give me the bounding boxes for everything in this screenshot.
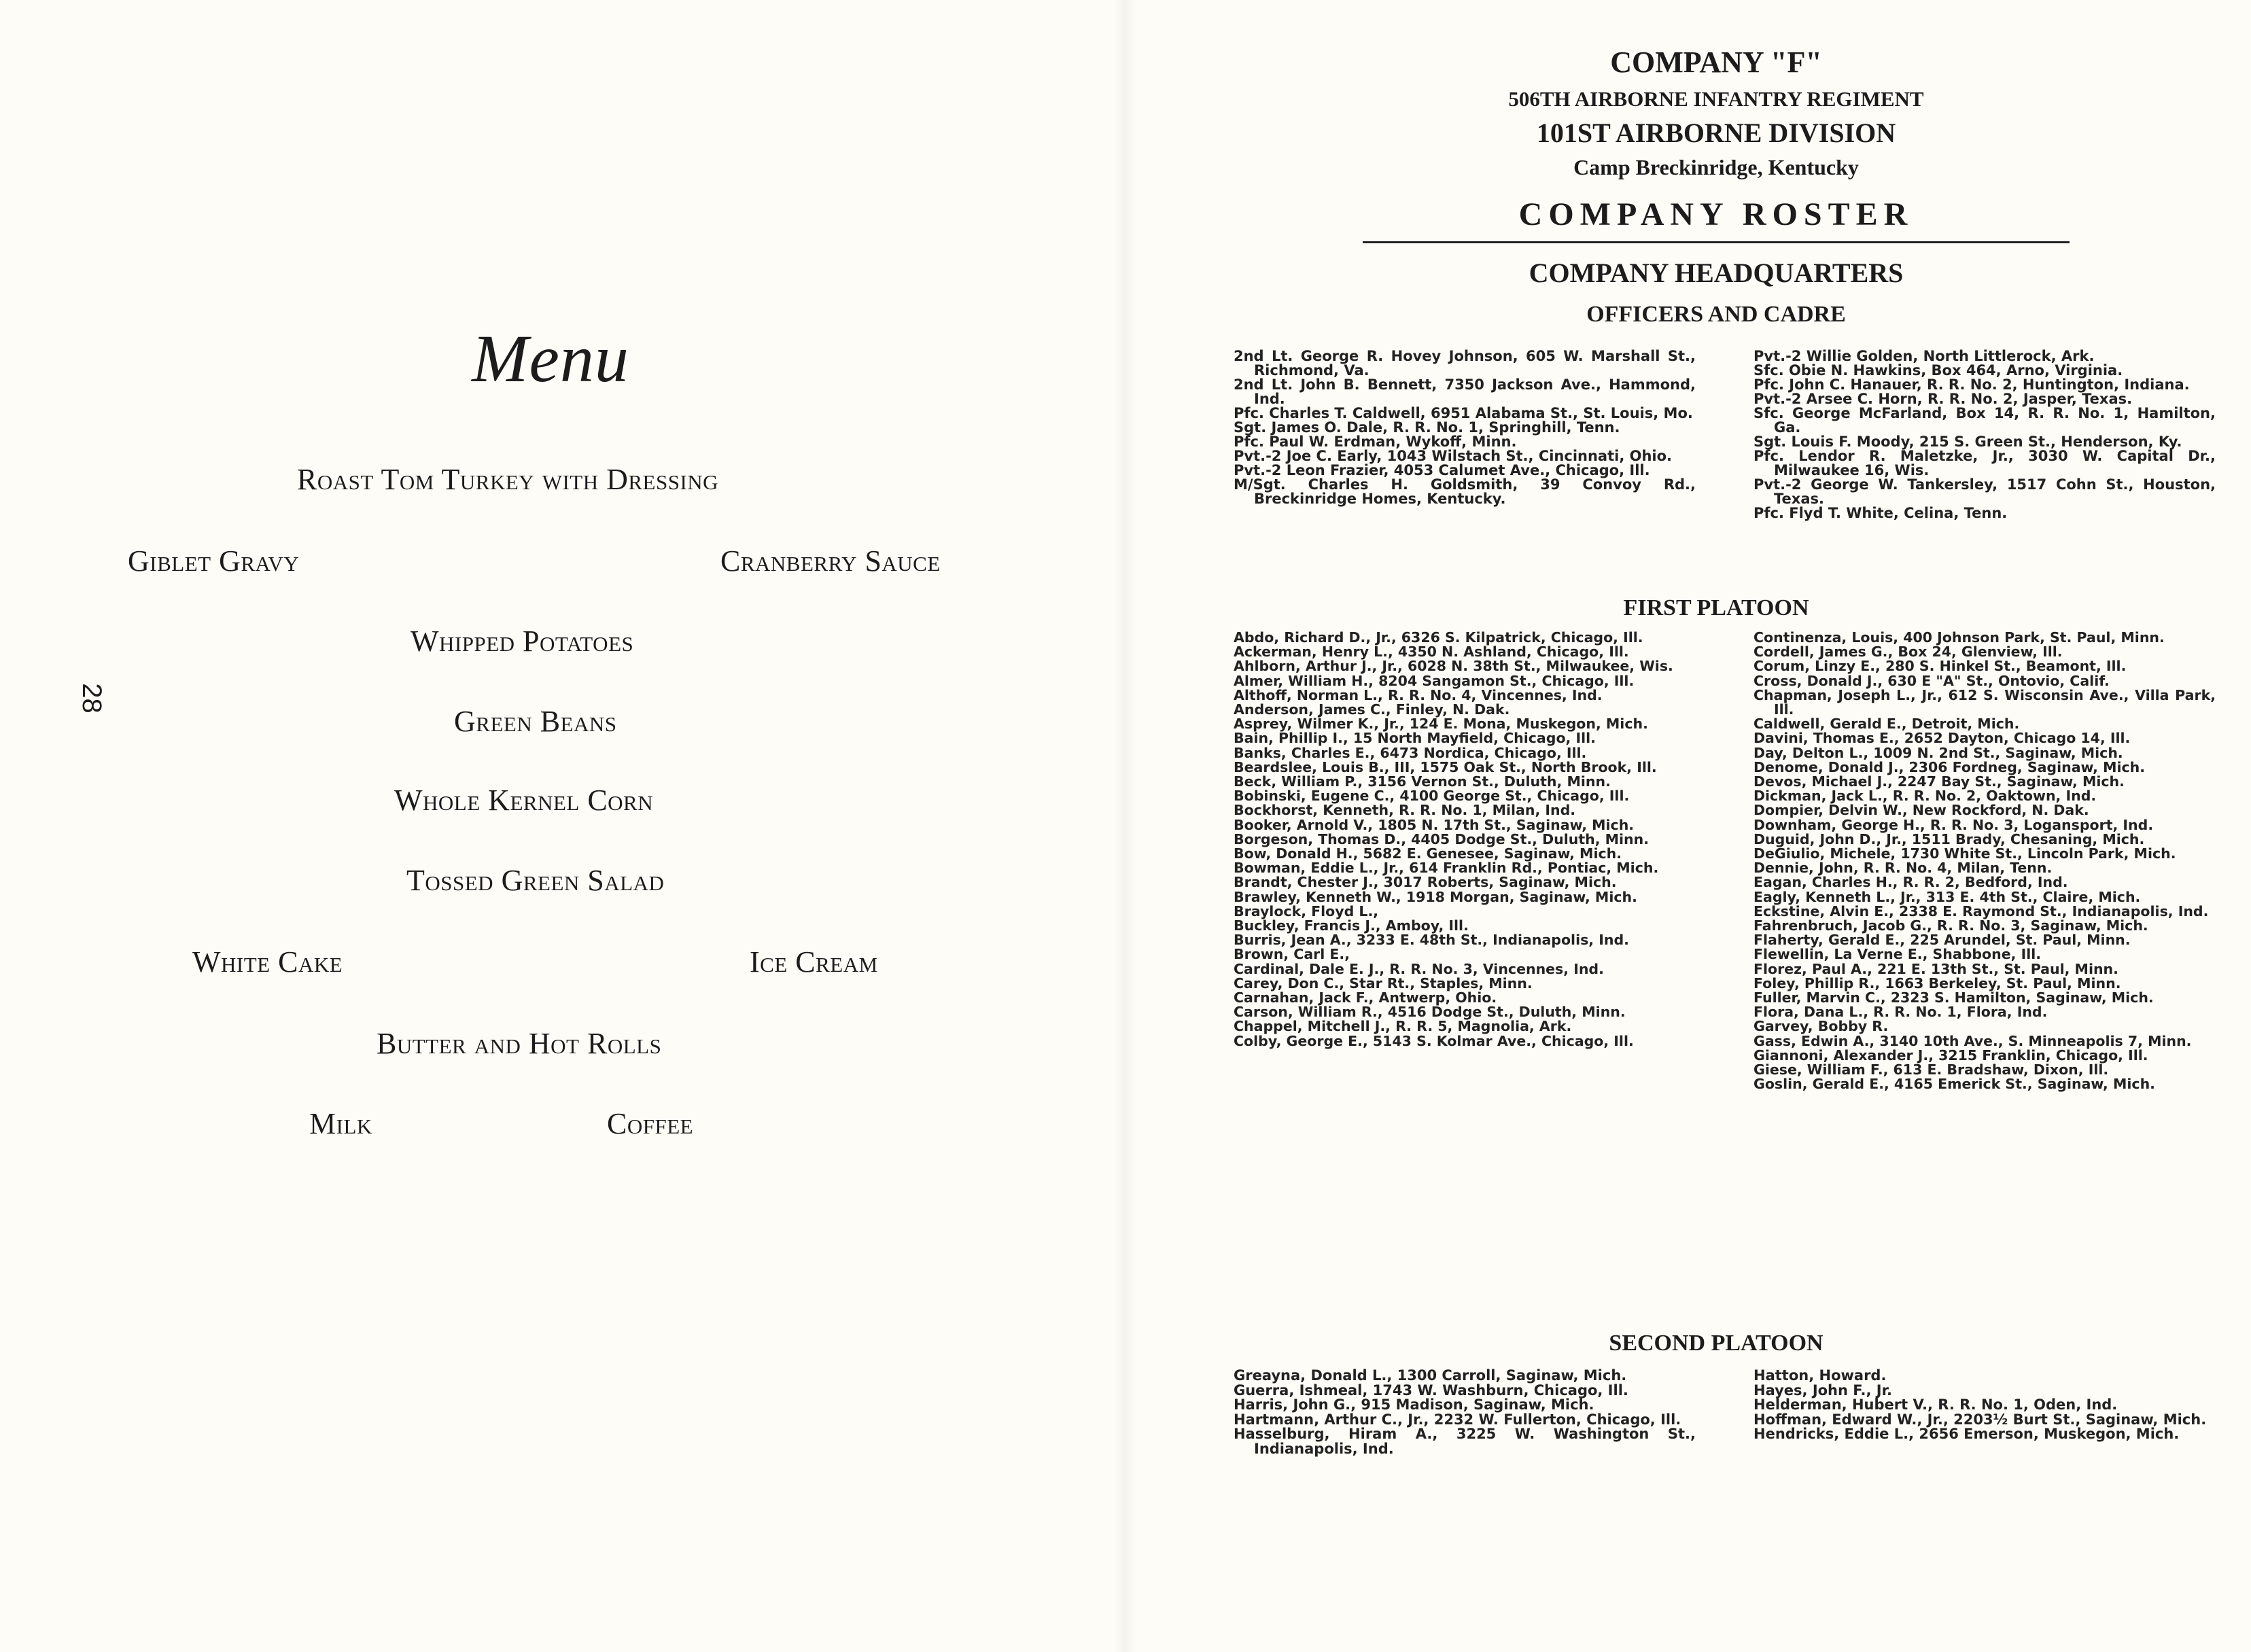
roster-entry: 2nd Lt. George R. Hovey Johnson, 605 W. Marshall St., Richmond, Va. [1234, 348, 1696, 379]
first-platoon-right-column [1753, 631, 2216, 1092]
menu-item-corn: Whole Kernel Corn [394, 784, 654, 817]
roster-entry: Pvt.-2 George W. Tankersley, 1517 Cohn St., Houston, Texas. [1753, 476, 2216, 507]
roster-entry: Dompier, Delvin W., New Rockford, N. Dak. [1753, 802, 2089, 819]
roster-entry: Pfc. Lendor R. Maletzke, Jr., 3030 W. Capital Dr., Milwaukee 16, Wis. [1753, 448, 2216, 478]
roster-entry: Flora, Dana L., R. R. No. 1, Flora, Ind. [1753, 1004, 2048, 1021]
roster-entry: Hatton, Howard. [1753, 1367, 1887, 1384]
roster-entry: Cardinal, Dale E. J., R. R. No. 3, Vincennes, Ind. [1234, 960, 1604, 977]
menu-item-turkey: Roast Tom Turkey with Dressing [297, 463, 719, 496]
roster-entry: Cordell, James G., Box 24, Glenview, Ill. [1753, 644, 2063, 661]
roster-entry: Beck, William P., 3156 Vernon St., Duluth, Minn. [1234, 773, 1611, 790]
roster-entry: Davini, Thomas E., 2652 Dayton, Chicago 14, Ill. [1753, 730, 2131, 747]
roster-entry: Pvt.-2 Leon Frazier, 4053 Calumet Ave., Chicago, Ill. [1234, 462, 1650, 478]
roster-entry: Burris, Jean A., 3233 E. 48th St., Indianapolis, Ind. [1234, 932, 1629, 949]
roster-entry: Denome, Donald J., 2306 Fordneg, Saginaw, Mich. [1753, 758, 2146, 775]
roster-entry: Chappel, Mitchell J., R. R. 5, Magnolia, Ark. [1234, 1018, 1572, 1035]
roster-entry: Brandt, Chester J., 3017 Roberts, Saginaw, Mich. [1234, 874, 1617, 891]
camp-heading: Camp Breckinridge, Kentucky [1573, 155, 1859, 179]
second-platoon-heading: SECOND PLATOON [1609, 1331, 1824, 1356]
roster-entry: Pvt.-2 Arsee C. Horn, R. R. No. 2, Jasper, Texas. [1753, 391, 2133, 407]
menu-item-icecream: Ice Cream [750, 945, 878, 979]
roster-entry: Althoff, Norman L., R. R. No. 4, Vincennes, Ind. [1234, 686, 1603, 703]
roster-entry: Eckstine, Alvin E., 2338 E. Raymond St., Indianapolis, Ind. [1753, 902, 2209, 919]
roster-entry: 2nd Lt. John B. Bennett, 7350 Jackson Ave., Hammond, Ind. [1234, 376, 1696, 407]
roster-entry: Almer, William H., 8204 Sangamon St., Chicago, Ill. [1234, 672, 1635, 689]
roster-entry: Helderman, Hubert V., R. R. No. 1, Oden, Ind. [1753, 1396, 2118, 1413]
roster-entry: Sfc. Obie N. Hawkins, Box 464, Arno, Virginia. [1753, 362, 2123, 379]
roster-entry: Eagly, Kenneth L., Jr., 313 E. 4th St., Claire, Mich. [1753, 888, 2141, 905]
menu-item-milk: Milk [309, 1107, 372, 1140]
roster-entry: Garvey, Bobby R. [1753, 1018, 1889, 1035]
roster-entry: Fuller, Marvin C., 2323 S. Hamilton, Saginaw, Mich. [1753, 989, 2154, 1006]
roster-entry: Borgeson, Thomas D., 4405 Dodge St., Duluth, Minn. [1234, 830, 1650, 847]
roster-entry: Buckley, Francis J., Amboy, Ill. [1234, 917, 1469, 934]
roster-entry: Florez, Paul A., 221 E. 13th St., St. Paul, Minn. [1753, 960, 2118, 977]
roster-entry: Downham, George H., R. R. No. 3, Logansport, Ind. [1753, 816, 2154, 833]
roster-entry: DeGiulio, Michele, 1730 White St., Lincoln Park, Mich. [1753, 845, 2176, 862]
menu-item-gravy: Giblet Gravy [128, 544, 300, 578]
roster-entry: Gass, Edwin A., 3140 10th Ave., S. Minneapolis 7, Minn. [1753, 1032, 2192, 1049]
roster-entry: Pfc. Flyd T. White, Celina, Tenn. [1753, 505, 2008, 521]
first-platoon-heading: FIRST PLATOON [1623, 595, 1809, 620]
page-number: 28 [76, 683, 107, 714]
roster-page [1217, 0, 2216, 1652]
roster-entry: Sfc. George McFarland, Box 14, R. R. No. 1, Hamilton, Ga. [1753, 405, 2216, 436]
roster-entry: Chapman, Joseph L., Jr., 612 S. Wisconsin Ave., Villa Park, Ill. [1753, 686, 2216, 718]
roster-entry: Sgt. James O. Dale, R. R. No. 1, Springhill, Tenn. [1234, 419, 1620, 436]
roster-entry: Day, Delton L., 1009 N. 2nd St., Saginaw, Mich. [1753, 744, 2123, 761]
roster-entry: Bowman, Eddie L., Jr., 614 Franklin Rd., Pontiac, Mich. [1234, 860, 1659, 877]
roster-entry: Hoffman, Edward W., Jr., 2203½ Burt St., Saginaw, Mich. [1753, 1411, 2207, 1428]
menu-item-beans: Green Beans [454, 705, 617, 738]
roster-entry: Foley, Phillip R., 1663 Berkeley, St. Paul, Minn. [1753, 974, 2121, 991]
roster-entry: Carson, William R., 4516 Dodge St., Duluth, Minn. [1234, 1004, 1626, 1021]
roster-entry: Devos, Michael J., 2247 Bay St., Saginaw, Mich. [1753, 773, 2125, 790]
roster-entry: Bockhorst, Kenneth, R. R. No. 1, Milan, Ind. [1234, 802, 1576, 819]
roster-entry: Hayes, John F., Jr. [1753, 1382, 1892, 1399]
roster-entry: Brown, Carl E., [1234, 946, 1350, 963]
roster-entry: Bow, Donald H., 5682 E. Genesee, Saginaw, Mich. [1234, 845, 1622, 862]
roster-entry: Dickman, Jack L., R. R. No. 2, Oaktown, Ind. [1753, 788, 2097, 805]
menu-item-cake: White Cake [192, 945, 343, 979]
roster-entry: Abdo, Richard D., Jr., 6326 S. Kilpatrick, Chicago, Ill. [1234, 629, 1643, 646]
roster-title: COMPANY ROSTER [1518, 196, 1914, 232]
regiment-heading: 506TH AIRBORNE INFANTRY REGIMENT [1508, 87, 1924, 111]
officers-heading: OFFICERS AND CADRE [1586, 302, 1846, 327]
roster-entry: Booker, Arnold V., 1805 N. 17th St., Saginaw, Mich. [1234, 816, 1635, 833]
menu-item-salad: Tossed Green Salad [406, 864, 665, 897]
first-platoon-left-column [1234, 631, 1696, 1049]
menu-item-potatoes: Whipped Potatoes [411, 625, 634, 658]
roster-entry: Corum, Linzy E., 280 S. Hinkel St., Beamont, Ill. [1753, 658, 2127, 675]
roster-entry: Banks, Charles E., 6473 Nordica, Chicago, Ill. [1234, 744, 1587, 761]
roster-entry: Pvt.-2 Joe C. Early, 1043 Wilstach St., Cincinnati, Ohio. [1234, 448, 1673, 464]
roster-entry: Anderson, James C., Finley, N. Dak. [1234, 701, 1510, 718]
roster-entry: Brawley, Kenneth W., 1918 Morgan, Saginaw, Mich. [1234, 888, 1637, 905]
second-platoon-right-column [1753, 1369, 2216, 1442]
roster-entry: Carey, Don C., Star Rt., Staples, Minn. [1234, 974, 1533, 991]
roster-entry: Carnahan, Jack F., Antwerp, Ohio. [1234, 989, 1497, 1006]
roster-entry: Greayna, Donald L., 1300 Carroll, Saginaw, Mich. [1234, 1367, 1627, 1384]
roster-entry: Flaherty, Gerald E., 225 Arundel, St. Paul, Minn. [1753, 932, 2131, 949]
roster-entry: Hasselburg, Hiram A., 3225 W. Washington St., Indianapolis, Ind. [1234, 1426, 1696, 1457]
hq-right-column [1753, 349, 2216, 521]
roster-entry: Braylock, Floyd L., [1234, 902, 1379, 919]
roster-entry: Pfc. Paul W. Erdman, Wykoff, Minn. [1234, 434, 1517, 450]
menu-item-cranberry: Cranberry Sauce [720, 544, 941, 578]
roster-entry: Harris, John G., 915 Madison, Saginaw, Mich. [1234, 1396, 1594, 1413]
roster-entry: Flewellin, La Verne E., Shabbone, Ill. [1753, 946, 2042, 963]
roster-entry: Colby, George E., 5143 S. Kolmar Ave., Chicago, Ill. [1234, 1032, 1634, 1049]
menu-title: Menu [472, 321, 629, 396]
roster-entry: Pvt.-2 Willie Golden, North Littlerock, Ark. [1753, 348, 2095, 364]
roster-entry: Fahrenbruch, Jacob G., R. R. No. 3, Saginaw, Mich. [1753, 917, 2148, 934]
roster-entry: Giese, William F., 613 E. Bradshaw, Dixon, Ill. [1753, 1061, 2109, 1078]
roster-entry: Goslin, Gerald E., 4165 Emerick St., Saginaw, Mich. [1753, 1076, 2155, 1093]
roster-entry: Continenza, Louis, 400 Johnson Park, St. Paul, Minn. [1753, 629, 2165, 646]
roster-entry: Duguid, John D., Jr., 1511 Brady, Chesaning, Mich. [1753, 830, 2145, 847]
roster-entry: Hendricks, Eddie L., 2656 Emerson, Muskegon, Mich. [1753, 1426, 2180, 1442]
roster-entry: Eagan, Charles H., R. R. 2, Bedford, Ind. [1753, 874, 2068, 891]
roster-entry: Bain, Phillip I., 15 North Mayfield, Chicago, Ill. [1234, 730, 1596, 747]
roster-entry: Bobinski, Eugene C., 4100 George St., Chicago, Ill. [1234, 788, 1630, 805]
roster-entry: Ackerman, Henry L., 4350 N. Ashland, Chicago, Ill. [1234, 644, 1629, 661]
roster-entry: Ahlborn, Arthur J., Jr., 6028 N. 38th St., Milwaukee, Wis. [1234, 658, 1673, 675]
roster-entry: Pfc. Charles T. Caldwell, 6951 Alabama St., St. Louis, Mo. [1234, 405, 1693, 421]
menu-page [0, 0, 1115, 1652]
roster-entry: Pfc. John C. Hanauer, R. R. No. 2, Huntington, Indiana. [1753, 376, 2190, 393]
division-heading: 101ST AIRBORNE DIVISION [1536, 118, 1896, 148]
hq-left-column [1234, 349, 1696, 506]
title-rule [1363, 241, 2070, 243]
hq-heading: COMPANY HEADQUARTERS [1529, 258, 1904, 288]
roster-entry: Guerra, Ishmeal, 1743 W. Washburn, Chicago, Ill. [1234, 1382, 1628, 1399]
page-gutter [1115, 0, 1135, 1652]
roster-entry: Cross, Donald J., 630 E "A" St., Ontovio, Calif. [1753, 672, 2110, 689]
company-heading: COMPANY "F" [1610, 46, 1822, 79]
roster-entry: Caldwell, Gerald E., Detroit, Mich. [1753, 716, 2020, 733]
roster-entry: Dennie, John, R. R. No. 4, Milan, Tenn. [1753, 860, 2053, 877]
roster-entry: Hartmann, Arthur C., Jr., 2232 W. Fullerton, Chicago, Ill. [1234, 1411, 1681, 1428]
second-platoon-left-column [1234, 1369, 1696, 1456]
roster-entry: Giannoni, Alexander J., 3215 Franklin, Chicago, Ill. [1753, 1047, 2148, 1064]
roster-entry: Sgt. Louis F. Moody, 215 S. Green St., Henderson, Ky. [1753, 434, 2182, 450]
roster-entry: Beardslee, Louis B., III, 1575 Oak St., North Brook, Ill. [1234, 758, 1657, 775]
roster-entry: M/Sgt. Charles H. Goldsmith, 39 Convoy Rd., Breckinridge Homes, Kentucky. [1234, 476, 1696, 507]
roster-entry: Asprey, Wilmer K., Jr., 124 E. Mona, Muskegon, Mich. [1234, 716, 1648, 733]
menu-item-rolls: Butter and Hot Rolls [377, 1027, 662, 1060]
menu-item-coffee: Coffee [607, 1107, 694, 1140]
